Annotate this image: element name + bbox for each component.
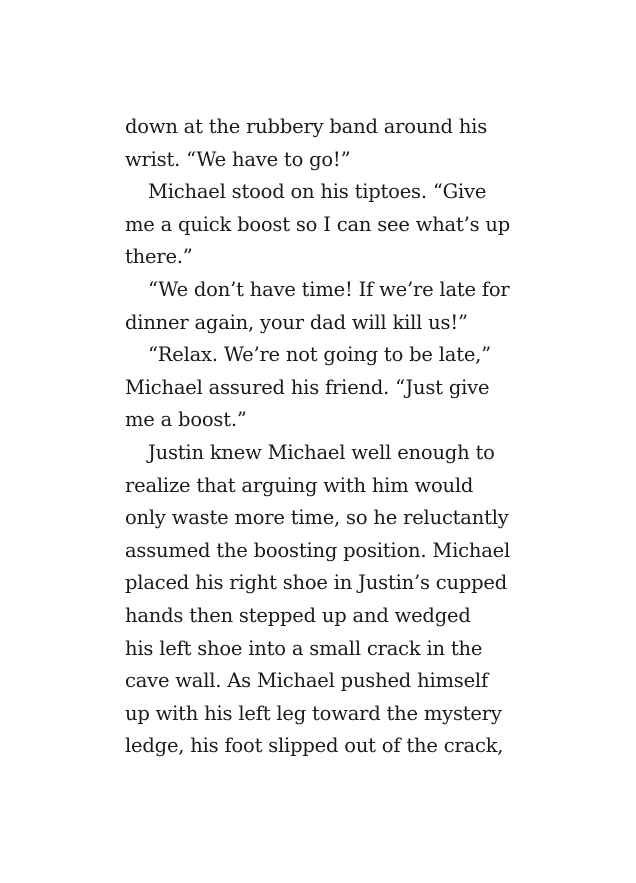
text-line: Michael stood on his tiptoes. “Give [148,180,487,204]
text-line: realize that arguing with him would [125,473,474,497]
text-line: his left shoe into a small crack in the [125,636,483,660]
text-line: assumed the boosting position. Michael [125,538,511,562]
text-line: me a boost.” [125,408,247,432]
text-line: only waste more time, so he reluctantly [125,506,509,530]
text-line: Justin knew Michael well enough to [148,440,495,464]
text-line: ledge, his foot slipped out of the crack, [125,734,504,758]
text-line: placed his right shoe in Justin’s cupped [125,571,508,595]
text-line: wrist. “We have to go!” [125,147,351,171]
text-line: dinner again, your dad will kill us!” [125,310,468,334]
text-line: cave wall. As Michael pushed himself [125,669,488,693]
story-text [125,111,525,763]
text-line: “Relax. We’re not going to be late,” [148,343,491,367]
text-line: hands then stepped up and wedged [125,603,471,627]
text-line: up with his left leg toward the mystery [125,701,502,725]
text-line: down at the rubbery band around his [125,115,488,138]
text-line: me a quick boost so I can see what’s up [125,212,511,236]
text-line: Michael assured his friend. “Just give [125,375,490,399]
text-line: “We don’t have time! If we’re late for [148,277,510,301]
text-line: there.” [125,245,193,269]
